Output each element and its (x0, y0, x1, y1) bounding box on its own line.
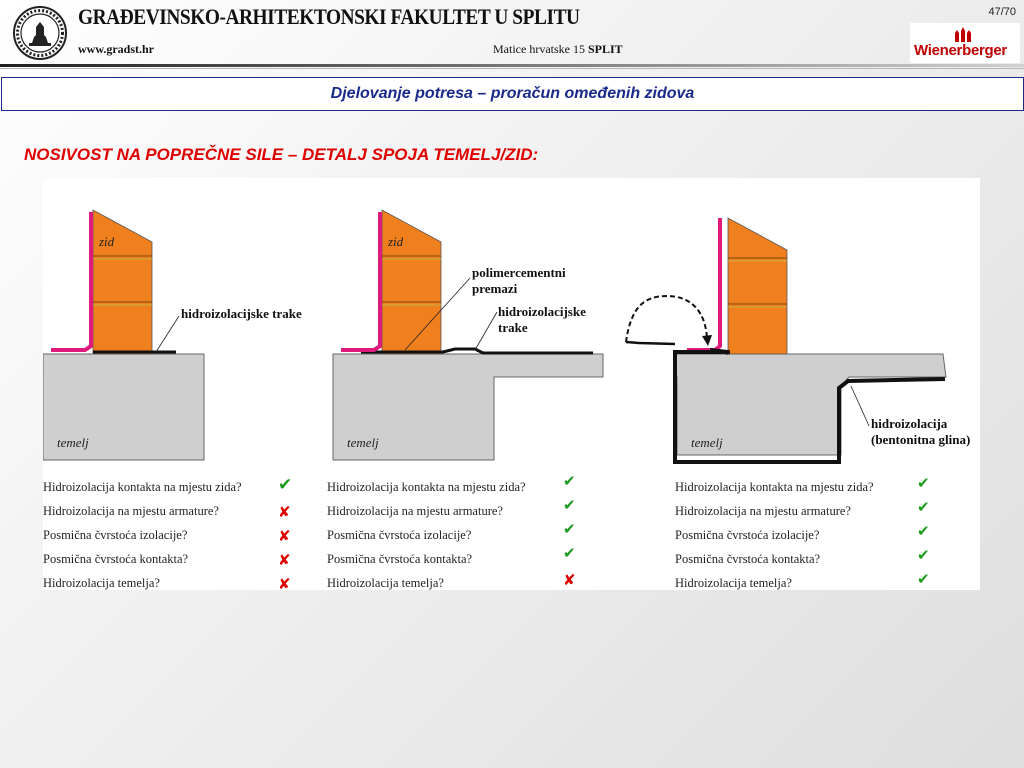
label-temelj-3: temelj (691, 435, 723, 450)
q1-2: Hidroizolacija na mjestu armature? (43, 504, 219, 518)
cross-icon: ✘ (278, 551, 291, 569)
check-icon: ✔ (917, 474, 930, 492)
institution-address (493, 42, 623, 57)
check-icon: ✔ (563, 544, 576, 562)
check-icon: ✔ (917, 522, 930, 540)
cross-icon: ✘ (278, 527, 291, 545)
q2-1: Hidroizolacija kontakta na mjestu zida? (327, 480, 526, 494)
institution-url[interactable]: www.gradst.hr (78, 42, 155, 56)
page-number: 47/70 (988, 6, 1016, 18)
q1-3: Posmična čvrstoća izolacije? (43, 528, 188, 542)
label-zid-2: zid (388, 234, 404, 249)
q3-2: Hidroizolacija na mjestu armature? (675, 504, 851, 518)
q3-1: Hidroizolacija kontakta na mjestu zida? (675, 480, 874, 494)
label-hidroizolacijske-trake: hidroizolacijske trake (181, 306, 302, 321)
check-icon: ✔ (563, 496, 576, 514)
q2-2: Hidroizolacija na mjestu armature? (327, 504, 503, 518)
address-street: Matice hrvatske 15 (493, 42, 585, 56)
check-icon: ✔ (917, 546, 930, 564)
faculty-seal-icon (12, 5, 68, 61)
label-hidroizolacijske: hidroizolacijske (498, 304, 586, 319)
q3-4: Posmična čvrstoća kontakta? (675, 552, 821, 566)
label-polimercementni: polimercementni (472, 265, 566, 280)
cross-icon: ✘ (563, 571, 576, 589)
brand-mark-icon (953, 27, 973, 42)
q1-1: Hidroizolacija kontakta na mjestu zida? (43, 480, 242, 494)
cross-icon: ✘ (278, 575, 291, 593)
detail-figure (43, 178, 980, 593)
slide-subtitle: Djelovanje potresa – proračun omeđenih zidova (330, 85, 695, 102)
label-zid-1: zid (99, 234, 115, 249)
panel-1 (43, 210, 204, 460)
panel-2 (333, 210, 603, 460)
q2-3: Posmična čvrstoća izolacije? (327, 528, 472, 542)
slide-heading: NOSIVOST NA POPREČNE SILE – DETALJ SPOJA TEMELJ/ZID: (24, 145, 539, 164)
header-rule-thin (0, 68, 1024, 69)
label-temelj-2: temelj (347, 435, 379, 450)
institution-title: GRAĐEVINSKO-ARHITEKTONSKI FAKULTET U SPLITU (78, 4, 580, 29)
check-icon: ✔ (917, 570, 930, 588)
subtitle-box (1, 77, 1024, 111)
cross-icon: ✘ (278, 503, 291, 521)
q3-3: Posmična čvrstoća izolacije? (675, 528, 820, 542)
q1-4: Posmična čvrstoća kontakta? (43, 552, 189, 566)
brand-name: Wienerberger (914, 42, 1007, 59)
label-premazi: premazi (472, 281, 518, 296)
label-bentonitna-glina: (bentonitna glina) (871, 432, 971, 447)
check-icon: ✔ (278, 475, 293, 495)
address-city: SPLIT (587, 42, 623, 56)
q2-4: Posmična čvrstoća kontakta? (327, 552, 473, 566)
label-temelj-1: temelj (57, 435, 89, 450)
brand-logo (910, 23, 1020, 63)
q2-5: Hidroizolacija temelja? (327, 576, 444, 590)
check-icon: ✔ (563, 520, 576, 538)
header-rule (0, 64, 1024, 67)
q1-5: Hidroizolacija temelja? (43, 576, 160, 590)
label-trake: trake (498, 320, 528, 335)
q3-5: Hidroizolacija temelja? (675, 576, 792, 590)
label-hidroizolacija: hidroizolacija (871, 416, 948, 431)
check-icon: ✔ (917, 498, 930, 516)
check-icon: ✔ (563, 472, 576, 490)
header (0, 0, 1024, 66)
